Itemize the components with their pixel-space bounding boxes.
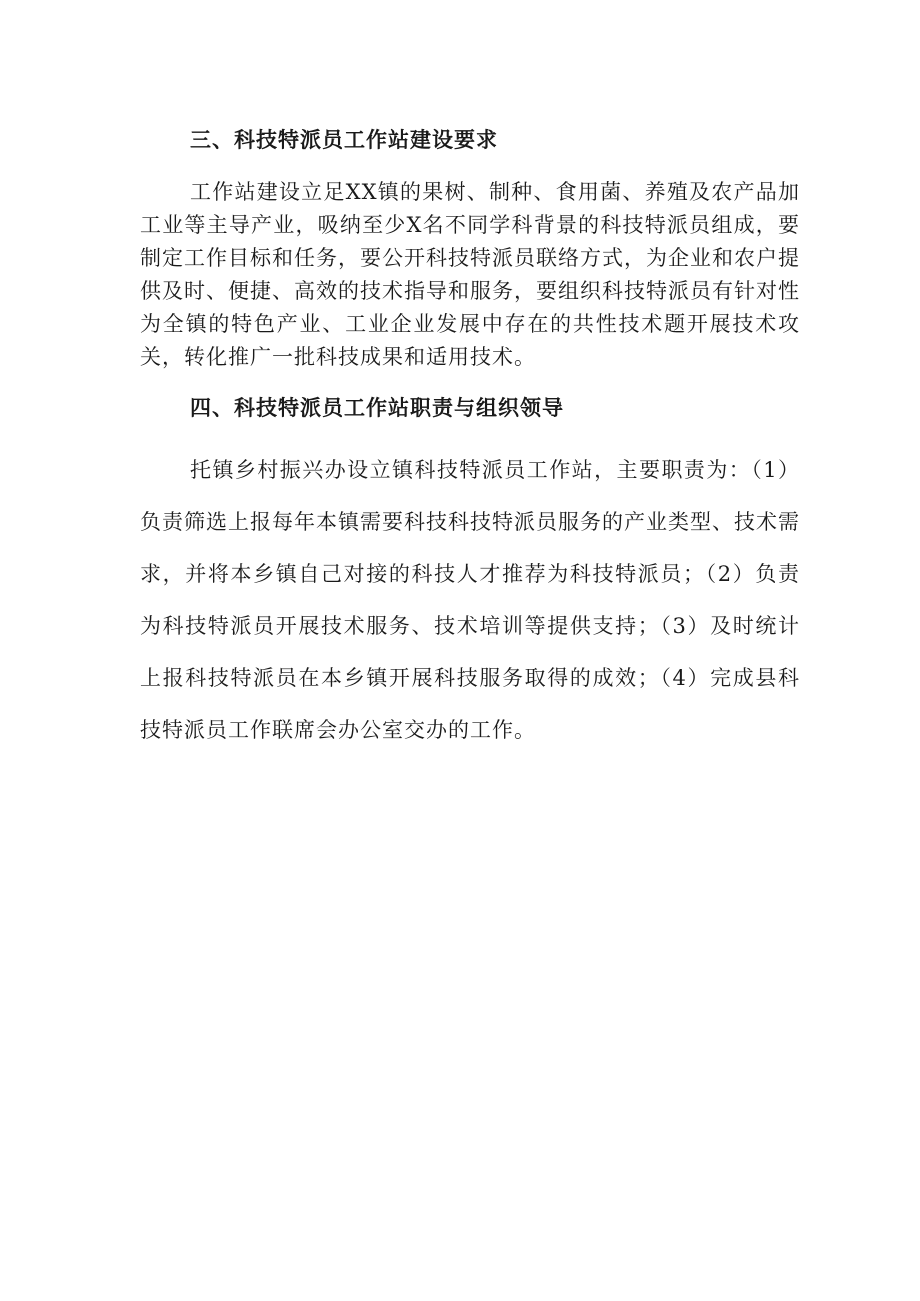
section-3-paragraph: 工作站建设立足XX镇的果树、制种、食用菌、养殖及农产品加工业等主导产业，吸纳至少X名不同学科背景的科技特派员组成，要制定工作目标和任务，要公开科技特派员联络方式，为企业和农户提供及时、便捷、高效的技术指导和服务，要组织科技特派员有针对性为全镇的特色产业、工业企业发展中存在的共性技术题开展技术攻关，转化推广一批科技成果和适用技术。 — [140, 180, 800, 369]
section-4-paragraph: 托镇乡村振兴办设立镇科技特派员工作站，主要职责为：（1）负责筛选上报每年本镇需要科技科技特派员服务的产业类型、技术需求，并将本乡镇自己对接的科技人才推荐为科技特派员；（2）负责为科技特派员开展技术服务、技术培训等提供支持；（3）及时统计上报科技特派员在本乡镇开展科技服务取得的成效；（4）完成县科技特派员工作联席会办公室交办的工作。 — [140, 458, 800, 742]
section-3-heading: 三、科技特派员工作站建设要求 — [190, 127, 498, 152]
section-4-heading: 四、科技特派员工作站职责与组织领导 — [190, 395, 564, 420]
document-body — [140, 118, 800, 756]
